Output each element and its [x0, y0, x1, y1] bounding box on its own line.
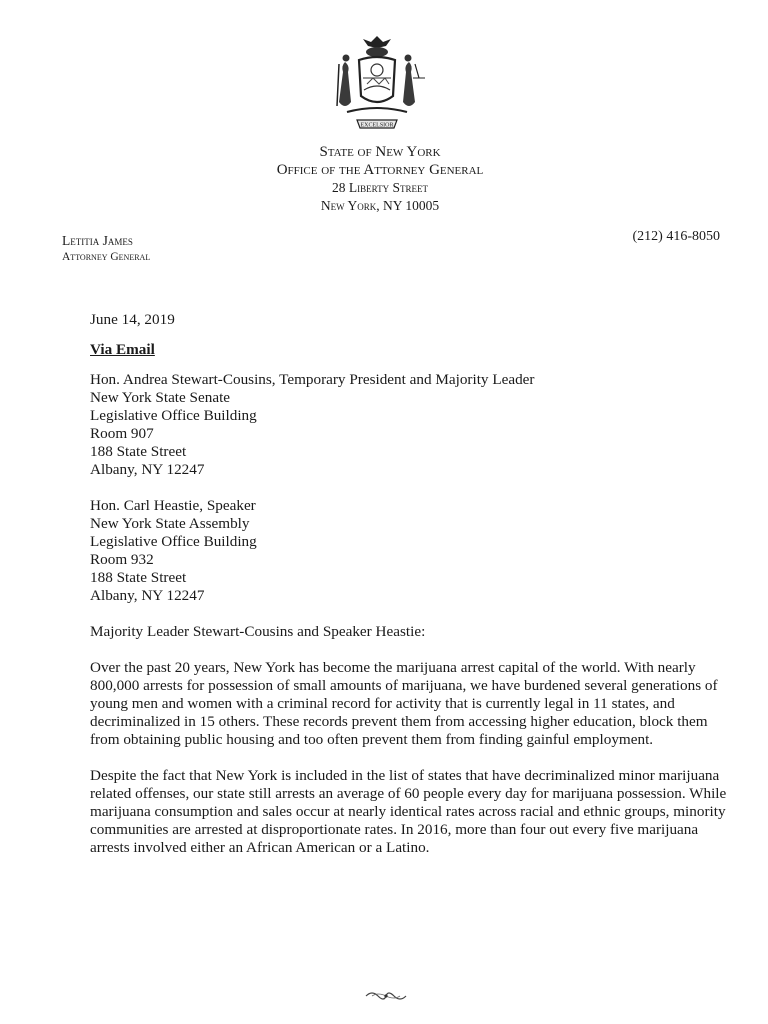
seal-banner-text: EXCELSIOR [360, 122, 394, 129]
address-line: Albany, NY 12247 [90, 587, 205, 604]
sender-phone: (212) 416-8050 [632, 229, 720, 244]
sender-name: Letitia James [62, 233, 133, 248]
sender-title: Attorney General [62, 251, 151, 263]
salutation: Majority Leader Stewart-Cousins and Speaker Heastie: [90, 623, 426, 640]
address-line: New York State Assembly [90, 515, 250, 532]
address-line: Legislative Office Building [90, 533, 257, 550]
letter-date: June 14, 2019 [90, 311, 175, 328]
address-line: Room 907 [90, 425, 154, 442]
address-line: Albany, NY 12247 [90, 461, 205, 478]
address-line: Hon. Andrea Stewart-Cousins, Temporary President and Majority Leader [90, 371, 535, 388]
address-line: Hon. Carl Heastie, Speaker [90, 497, 256, 514]
recipient-address [90, 497, 730, 605]
address-line: 188 State Street [90, 569, 187, 586]
state-seal-icon [327, 34, 427, 136]
body-paragraph: Despite the fact that New York is included in the list of states that have decriminalized minor marijuana related offenses, our state still arrests an average of 60 people every day for marijuana possession. While marijuana consumption and sales occur at nearly identical rates across racial and ethnic groups, minority communities are arrested at disproportionate rates. In 2016, more than four out every five marijuana arrests involved either an African American or a Latino. [90, 767, 727, 856]
body-paragraph: Over the past 20 years, New York has become the marijuana arrest capital of the world. With nearly 800,000 arrests for possession of small amounts of marijuana, we have burdened several generations of young men and women with a criminal record for activity that is currently legal in 11 states, and decriminalized in 15 others. These records prevent them from accessing higher education, block them from obtaining public housing and too often prevent them from finding gainful employment. [90, 659, 718, 748]
address-line: Room 932 [90, 551, 154, 568]
sender-block [62, 233, 150, 265]
address-line: 188 State Street [90, 443, 187, 460]
letterhead-state: State of New York [319, 144, 441, 160]
delivery-method: Via Email [90, 341, 155, 358]
flourish-ornament-icon [364, 988, 408, 1004]
letter-body [90, 311, 730, 875]
letterhead-street: 28 Liberty Street [332, 180, 428, 195]
letterhead [180, 143, 580, 215]
address-line: New York State Senate [90, 389, 231, 406]
letterhead-office: Office of the Attorney General [276, 162, 484, 178]
letterhead-city: New York, NY 10005 [320, 198, 440, 213]
recipient-address [90, 371, 730, 479]
address-line: Legislative Office Building [90, 407, 257, 424]
